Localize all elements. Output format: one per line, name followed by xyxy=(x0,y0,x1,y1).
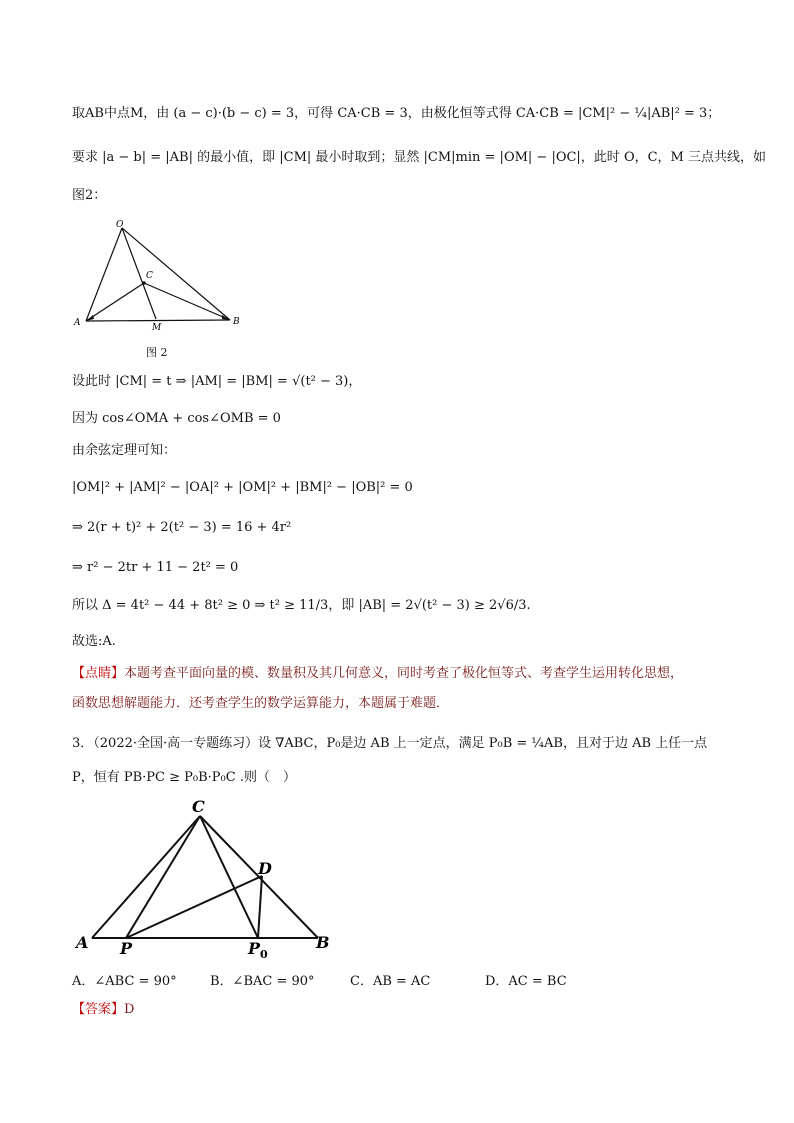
problem3-line-1: 3．（2022·全国·高一专题练习）设 ∇ABC，P₀是边 AB 上一定点，满足 P₀B = ¼AB，且对于边 AB 上任一点 xyxy=(72,736,708,751)
problem3-line-2: P，恒有 PB·PC ≥ P₀B·P₀C .则（ ） xyxy=(72,770,296,785)
option-c: C．AB = AC xyxy=(350,974,431,989)
fig2-label-c: C xyxy=(146,271,153,281)
fig3-label-p0-sub: 0 xyxy=(260,948,268,960)
derivation-line-8: 故选:A. xyxy=(72,634,116,649)
solution-line-1: 取AB中点M，由 (a − c)·(b − c) = 3，可得 CA·CB = 3，由极化恒等式得 CA·CB = |CM|² − ¼|AB|² = 3； xyxy=(72,106,721,121)
answer-value: D xyxy=(124,1002,135,1017)
derivation-line-7: 所以 Δ = 4t² − 44 + 8t² ≥ 0 ⇒ t² ≥ 11/3，即 |AB| = 2√(t² − 3) ≥ 2√6/3. xyxy=(72,598,531,613)
derivation-line-6: ⇒ r² − 2tr + 11 − 2t² = 0 xyxy=(72,560,239,575)
derivation-line-1: 设此时 |CM| = t ⇒ |AM| = |BM| = √(t² − 3)， xyxy=(72,374,362,389)
fig3-label-p0: P xyxy=(248,939,261,958)
answer-line xyxy=(72,1000,732,1020)
fig2-label-m: M xyxy=(152,323,162,333)
fig3-label-d: D xyxy=(258,859,272,878)
fig2-label-o: O xyxy=(116,220,124,230)
comment-tag: 【点睛】 xyxy=(72,666,125,681)
comment-text-1: 本题考查平面向量的模、数量积及其几何意义，同时考查了极化恒等式、考查学生运用转化思想， xyxy=(124,666,684,681)
derivation-line-4: |OM|² + |AM|² − |OA|² + |OM|² + |BM|² − |OB|² = 0 xyxy=(72,480,413,495)
fig3-label-b: B xyxy=(316,933,330,952)
option-b: B．∠BAC = 90° xyxy=(210,974,315,989)
solution-line-3: 图2： xyxy=(72,188,107,203)
figure-2 xyxy=(70,218,260,338)
answer-tag: 【答案】 xyxy=(72,1002,125,1017)
comment-line-1 xyxy=(72,664,732,684)
fig3-label-c: C xyxy=(192,798,205,816)
solution-line-2: 要求 |a − b| = |AB| 的最小值，即 |CM| 最小时取到；显然 |CM|min = |OM| − |OC|，此时 O，C，M 三点共线，如 xyxy=(72,150,766,165)
derivation-line-3: 由余弦定理可知： xyxy=(72,443,177,458)
fig3-label-a: A xyxy=(76,933,89,952)
comment-line-2: 函数思想解题能力．还考查学生的数学运算能力，本题属于难题． xyxy=(72,696,450,711)
option-a: A．∠ABC = 90° xyxy=(72,974,177,989)
derivation-line-2: 因为 cos∠OMA + cos∠OMB = 0 xyxy=(72,411,281,426)
answer-options xyxy=(72,970,672,989)
fig2-label-a: A xyxy=(74,318,81,328)
derivation-line-5: ⇒ 2(r + t)² + 2(t² − 3) = 16 + 4r² xyxy=(72,520,292,535)
figure-2-caption: 图 2 xyxy=(146,346,168,359)
fig2-label-b: B xyxy=(233,317,240,327)
fig3-label-p: P xyxy=(120,939,133,958)
figure-3 xyxy=(70,798,350,960)
option-d: D．AC = BC xyxy=(485,974,567,989)
